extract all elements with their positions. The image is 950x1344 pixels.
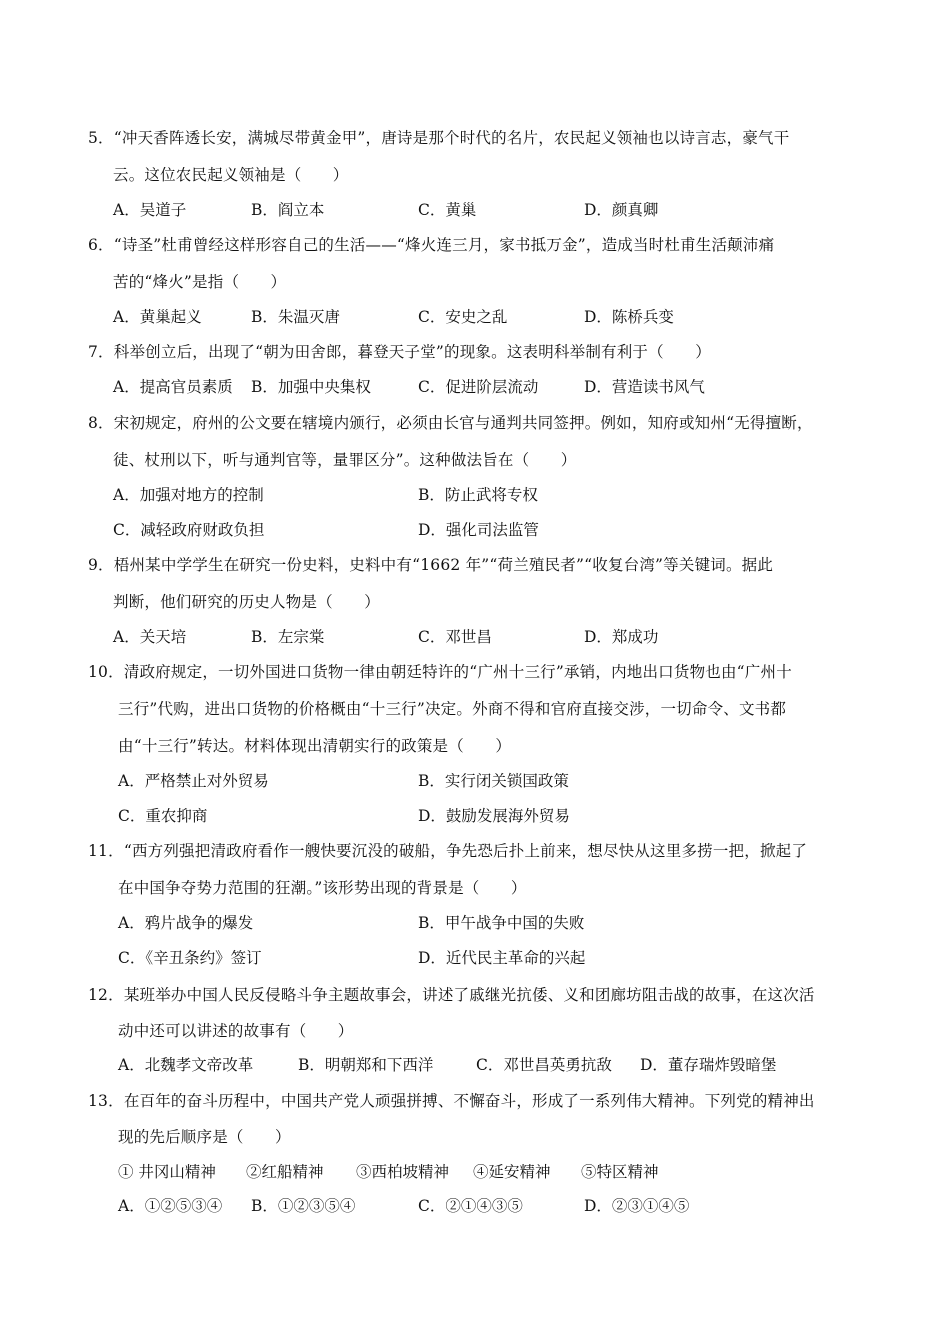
q13-item-5: ⑤特区精神 <box>581 1163 659 1181</box>
q13-item-3: ③西柏坡精神 <box>356 1163 450 1181</box>
q5-option-d[interactable]: D．颜真卿 <box>584 201 659 219</box>
q8-option-d[interactable]: D．强化司法监管 <box>418 521 539 539</box>
q10-option-d[interactable]: D．鼓励发展海外贸易 <box>418 807 570 825</box>
q8-option-b[interactable]: B．防止武将专权 <box>418 486 538 504</box>
q13-option-c[interactable]: C．②①④③⑤ <box>418 1197 523 1215</box>
q13-item-4: ④延安精神 <box>473 1163 551 1181</box>
question-5-line-1: 5．“冲天香阵透长安，满城尽带黄金甲”，唐诗是那个时代的名片，农民起义领袖也以诗言志，豪气干 <box>88 129 790 147</box>
question-12-line-1: 12．某班举办中国人民反侵略斗争主题故事会，讲述了戚继光抗倭、义和团廊坊阻击战的故事，在这次活 <box>88 986 815 1004</box>
q12-option-c[interactable]: C．邓世昌英勇抗敌 <box>476 1056 612 1074</box>
q10-option-c[interactable]: C．重农抑商 <box>118 807 208 825</box>
q6-option-a[interactable]: A．黄巢起义 <box>113 308 202 326</box>
q5-option-c[interactable]: C．黄巢 <box>418 201 477 219</box>
question-11-line-1: 11．“西方列强把清政府看作一艘快要沉没的破船，争先恐后扑上前来，想尽快从这里多捞一把，掀起了 <box>88 842 808 860</box>
q12-option-d[interactable]: D．董存瑞炸毁暗堡 <box>640 1056 777 1074</box>
q9-option-a[interactable]: A．关天培 <box>113 628 187 646</box>
q11-option-a[interactable]: A．鸦片战争的爆发 <box>118 914 254 932</box>
question-9-line-2: 判断，他们研究的历史人物是（ ） <box>113 593 380 611</box>
q7-option-a[interactable]: A．提高官员素质 <box>113 378 233 396</box>
question-10-line-1: 10．清政府规定，一切外国进口货物一律由朝廷特许的“广州十三行”承销，内地出口货物也由“广州十 <box>88 663 792 681</box>
question-10-line-2: 三行”代购，进出口货物的价格概由“十三行”决定。外商不得和官府直接交涉，一切命令、文书都 <box>118 700 787 718</box>
q12-option-a[interactable]: A．北魏孝文帝改革 <box>118 1056 254 1074</box>
question-13-line-1: 13．在百年的奋斗历程中，中国共产党人顽强拼搏、不懈奋斗，形成了一系列伟大精神。下列党的精神出 <box>88 1092 815 1110</box>
q6-option-c[interactable]: C．安史之乱 <box>418 308 508 326</box>
q11-option-c[interactable]: C．《辛丑条约》签订 <box>118 949 262 967</box>
q10-option-b[interactable]: B．实行闭关锁国政策 <box>418 772 569 790</box>
question-5-line-2: 云。这位农民起义领袖是（ ） <box>113 166 349 184</box>
question-13-line-2: 现的先后顺序是（ ） <box>118 1128 291 1146</box>
q5-option-b[interactable]: B．阎立本 <box>251 201 325 219</box>
q7-option-d[interactable]: D．营造读书风气 <box>584 378 705 396</box>
question-9-line-1: 9．梧州某中学学生在研究一份史料，史料中有“1662 年”“荷兰殖民者”“收复台湾”等关键词。据此 <box>88 556 774 574</box>
q10-option-a[interactable]: A．严格禁止对外贸易 <box>118 772 269 790</box>
q11-option-d[interactable]: D．近代民主革命的兴起 <box>418 949 586 967</box>
question-7-line-1: 7．科举创立后，出现了“朝为田舍郎，暮登天子堂”的现象。这表明科举制有利于（ ） <box>88 343 711 361</box>
q9-option-b[interactable]: B．左宗棠 <box>251 628 325 646</box>
q12-option-b[interactable]: B．明朝郑和下西洋 <box>298 1056 434 1074</box>
q13-item-2: ②红船精神 <box>246 1163 324 1181</box>
q9-option-c[interactable]: C．邓世昌 <box>418 628 492 646</box>
q6-option-b[interactable]: B．朱温灭唐 <box>251 308 340 326</box>
q5-option-a[interactable]: A．吴道子 <box>113 201 187 219</box>
question-11-line-2: 在中国争夺势力范围的狂潮。”该形势出现的背景是（ ） <box>118 879 527 897</box>
q8-option-c[interactable]: C．减轻政府财政负担 <box>113 521 265 539</box>
q13-option-a[interactable]: A．①②⑤③④ <box>118 1197 223 1215</box>
q11-option-b[interactable]: B．甲午战争中国的失败 <box>418 914 585 932</box>
question-12-line-2: 动中还可以讲述的故事有（ ） <box>118 1022 354 1040</box>
question-6-line-1: 6．“诗圣”杜甫曾经这样形容自己的生活——“烽火连三月，家书抵万金”，造成当时杜甫生活颠沛痛 <box>88 236 775 254</box>
q13-item-1: ① 井冈山精神 <box>118 1163 216 1181</box>
q13-option-b[interactable]: B．①②③⑤④ <box>251 1197 356 1215</box>
question-8-line-1: 8．宋初规定，府州的公文要在辖境内颁行，必须由长官与通判共同签押。例如，知府或知州“无得擅断， <box>88 414 813 432</box>
q6-option-d[interactable]: D．陈桥兵变 <box>584 308 674 326</box>
q7-option-b[interactable]: B．加强中央集权 <box>251 378 371 396</box>
q9-option-d[interactable]: D．郑成功 <box>584 628 659 646</box>
q7-option-c[interactable]: C．促进阶层流动 <box>418 378 539 396</box>
question-10-line-3: 由“十三行”转达。材料体现出清朝实行的政策是（ ） <box>118 737 512 755</box>
question-6-line-2: 苦的“烽火”是指（ ） <box>113 273 287 291</box>
question-8-line-2: 徒、杖刑以下，听与通判官等，量罪区分”。这种做法旨在（ ） <box>113 451 577 469</box>
q8-option-a[interactable]: A．加强对地方的控制 <box>113 486 264 504</box>
q13-option-d[interactable]: D．②③①④⑤ <box>584 1197 690 1215</box>
